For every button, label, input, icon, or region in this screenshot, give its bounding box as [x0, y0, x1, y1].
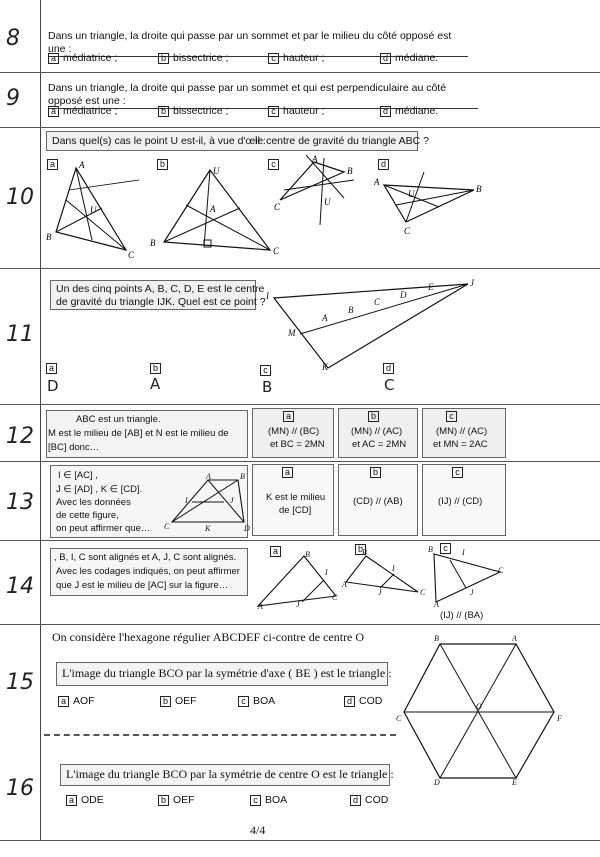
- fig-label: J: [470, 278, 474, 288]
- option-a[interactable]: a: [47, 158, 62, 170]
- fig-label: C: [128, 250, 135, 260]
- question-text: L'image du triangle BCO par la symétrie d'axe ( BE ) est le triangle :: [62, 666, 392, 680]
- q14-figures: [254, 552, 508, 618]
- question-text: L'image du triangle BCO par la symétrie de centre O est le triangle :: [66, 767, 394, 781]
- option-a[interactable]: a ODE: [66, 794, 104, 806]
- fig-label: A: [342, 580, 347, 589]
- divider: [0, 624, 600, 625]
- fig-label: C: [164, 522, 170, 531]
- fig-label: A: [206, 472, 211, 481]
- handwritten-answer: B: [262, 378, 273, 396]
- fig-label: B: [476, 184, 482, 194]
- option-b[interactable]: b bissectrice ;: [158, 52, 228, 64]
- question-text: de gravité du triangle IJK. Quel est ce point ?: [56, 296, 266, 308]
- option-text: (IJ) // (CD): [438, 496, 483, 507]
- fig-label: C: [420, 588, 426, 597]
- hexagon-label: E: [512, 778, 517, 787]
- fig-label: A: [79, 160, 85, 170]
- page-number: 4/4: [250, 823, 266, 837]
- fig-label: E: [428, 282, 434, 292]
- option-text: et AC = 2MN: [352, 439, 407, 450]
- fig-label: C: [273, 246, 280, 256]
- option-b[interactable]: b bissectrice ;: [158, 105, 228, 117]
- handwritten-answer: C: [384, 376, 395, 394]
- option-text: et BC = 2MN: [270, 439, 325, 450]
- fig-label: D: [244, 524, 250, 533]
- question-number: 10: [6, 185, 34, 210]
- fig-label: I: [325, 568, 328, 577]
- figure-b: [164, 170, 270, 250]
- question-number: 9: [6, 86, 20, 111]
- question-text: Dans quel(s) cas le point U est-il, à vue d'œil :: [52, 135, 266, 147]
- fig-label: I: [462, 548, 465, 557]
- fig-label: C: [374, 297, 381, 307]
- fig-label: C: [274, 202, 281, 212]
- fig-label: I: [392, 564, 395, 573]
- option-d[interactable]: d: [378, 158, 393, 170]
- option-letter: c: [446, 410, 461, 422]
- fig-label: U: [213, 166, 220, 176]
- option-letter: b: [370, 466, 385, 478]
- fig-label: B: [347, 166, 353, 176]
- stem-line: on peut affirmer que…: [56, 523, 151, 534]
- fig-label: A: [210, 204, 216, 214]
- fig-label: A: [322, 313, 328, 323]
- question-text: Dans un triangle, la droite qui passe par un sommet et par le milieu du côté opposé est une :: [48, 30, 468, 57]
- q10-figures: [44, 150, 484, 265]
- fig-label: C: [498, 566, 504, 575]
- option-b[interactable]: b OEF: [160, 695, 197, 707]
- fig-label: A: [312, 154, 318, 164]
- fig-label: I: [266, 291, 269, 301]
- option-letter: a: [282, 466, 297, 478]
- fig-label: C: [332, 593, 338, 602]
- option-c[interactable]: c BOA: [250, 794, 287, 806]
- fig-label: I: [185, 496, 188, 505]
- fig-label: J: [470, 588, 474, 597]
- hexagon-label: A: [512, 634, 517, 643]
- question-text: Un des cinq points A, B, C, D, E est le centre: [56, 283, 265, 295]
- question-number: 14: [6, 574, 34, 599]
- hexagon-label: B: [434, 634, 439, 643]
- option-b[interactable]: b: [150, 362, 165, 374]
- option-a[interactable]: a AOF: [58, 695, 95, 707]
- hexagon-figure: [400, 636, 570, 786]
- option-note: (IJ) // (BA): [440, 610, 484, 621]
- fig-label: K: [205, 524, 211, 533]
- question-number: 11: [6, 322, 34, 347]
- option-c[interactable]: c hauteur ;: [268, 105, 324, 117]
- divider: [0, 404, 600, 405]
- fig-label: K: [322, 362, 329, 372]
- figure-a: [56, 168, 139, 250]
- hexagon-label: F: [557, 714, 562, 723]
- option-text: (CD) // (AB): [353, 496, 403, 507]
- fig-label: B: [240, 472, 245, 481]
- stem-line: I ∈ [AC] ,: [58, 470, 98, 481]
- option-a[interactable]: a médiatrice ;: [48, 52, 117, 64]
- hexagon-label: D: [434, 778, 440, 787]
- option-d[interactable]: d COD: [344, 695, 382, 707]
- stem-line: , B, I, C sont alignés et A, J, C sont alignés.: [54, 552, 237, 563]
- fig-label: D: [400, 290, 407, 300]
- option-a[interactable]: a: [46, 362, 61, 374]
- stem-line: Avec les données: [56, 497, 131, 508]
- question-number: 16: [6, 776, 34, 801]
- divider: [0, 72, 600, 73]
- fig-label: J: [296, 600, 300, 609]
- option-b[interactable]: b: [157, 158, 172, 170]
- stem-line: Avec les codages indiqués, on peut affirmer: [56, 566, 240, 577]
- stem-line: ABC est un triangle.: [76, 414, 161, 425]
- fig-label: B: [46, 232, 52, 242]
- stem-line: que J est le milieu de [AC] sur la figure…: [56, 580, 229, 591]
- option-d[interactable]: d médiane.: [380, 52, 438, 64]
- fig-label: B: [305, 550, 310, 559]
- option-c[interactable]: c: [440, 542, 455, 554]
- figure-d: [384, 172, 474, 222]
- handwritten-answer: A: [150, 375, 161, 393]
- fig-label: A: [374, 177, 380, 187]
- figure-c: [280, 155, 354, 225]
- fig-label: B: [362, 548, 367, 557]
- option-text: (MN) // (BC): [268, 426, 320, 437]
- stem-line: M est le milieu de [AB] et N est le milieu de: [48, 428, 229, 439]
- option-b[interactable]: b OEF: [158, 794, 195, 806]
- fig-label: M: [288, 328, 296, 338]
- option-d[interactable]: d COD: [350, 794, 388, 806]
- question-number: 8: [6, 26, 20, 51]
- question-number: 15: [6, 670, 34, 695]
- fig-label: U: [90, 205, 97, 215]
- stem-line: [BC] donc…: [48, 442, 100, 453]
- option-b[interactable]: b: [355, 543, 370, 555]
- stem-line: J ∈ [AD] , K ∈ [CD].: [56, 484, 143, 495]
- dashed-separator: [44, 734, 396, 736]
- option-text: (MN) // (AC): [351, 426, 403, 437]
- hexagon-label: C: [396, 714, 402, 723]
- intro-text: On considère l'hexagone régulier ABCDEF ci-contre de centre O: [52, 630, 365, 644]
- fig-label: C: [404, 226, 411, 236]
- option-c[interactable]: c: [268, 158, 283, 170]
- question-text: le centre de gravité du triangle ABC ?: [255, 135, 429, 147]
- option-c[interactable]: c BOA: [238, 695, 275, 707]
- divider: [0, 127, 600, 128]
- margin-line: [40, 0, 41, 840]
- stem-line: de cette figure,: [56, 510, 119, 521]
- divider: [0, 840, 600, 841]
- option-a[interactable]: a médiatrice ;: [48, 105, 117, 117]
- fig-label: B: [428, 545, 433, 554]
- fig-label: B: [348, 305, 354, 315]
- question-number: 13: [6, 490, 34, 515]
- option-text: et MN = 2AC: [433, 439, 488, 450]
- fig-label: J: [378, 588, 382, 597]
- option-text: K est le milieu: [266, 492, 326, 503]
- fig-label: J: [230, 496, 234, 505]
- question-text: Dans un triangle, la droite qui passe par un sommet et qui est perpendiculaire au côté opposé est une :: [48, 82, 478, 109]
- divider: [0, 268, 600, 269]
- question-number: 12: [6, 424, 34, 449]
- option-letter: c: [452, 466, 467, 478]
- option-text: (MN) // (AC): [436, 426, 488, 437]
- option-a[interactable]: a: [270, 545, 285, 557]
- fig-label: U: [324, 197, 331, 207]
- divider: [0, 461, 600, 462]
- fig-label: U: [408, 189, 415, 199]
- option-letter: b: [368, 410, 383, 422]
- fig-label: B: [150, 238, 156, 248]
- option-c[interactable]: c: [260, 364, 275, 376]
- option-letter: a: [283, 410, 298, 422]
- fig-label: A: [258, 602, 263, 611]
- handwritten-answer: D: [47, 377, 59, 395]
- divider: [0, 540, 600, 541]
- option-d[interactable]: d médiane.: [380, 105, 438, 117]
- option-c[interactable]: c hauteur ;: [268, 52, 324, 64]
- option-text: de [CD]: [279, 505, 312, 516]
- hexagon-label: O: [476, 702, 482, 711]
- fig-label: A: [434, 600, 439, 609]
- option-d[interactable]: d: [383, 362, 398, 374]
